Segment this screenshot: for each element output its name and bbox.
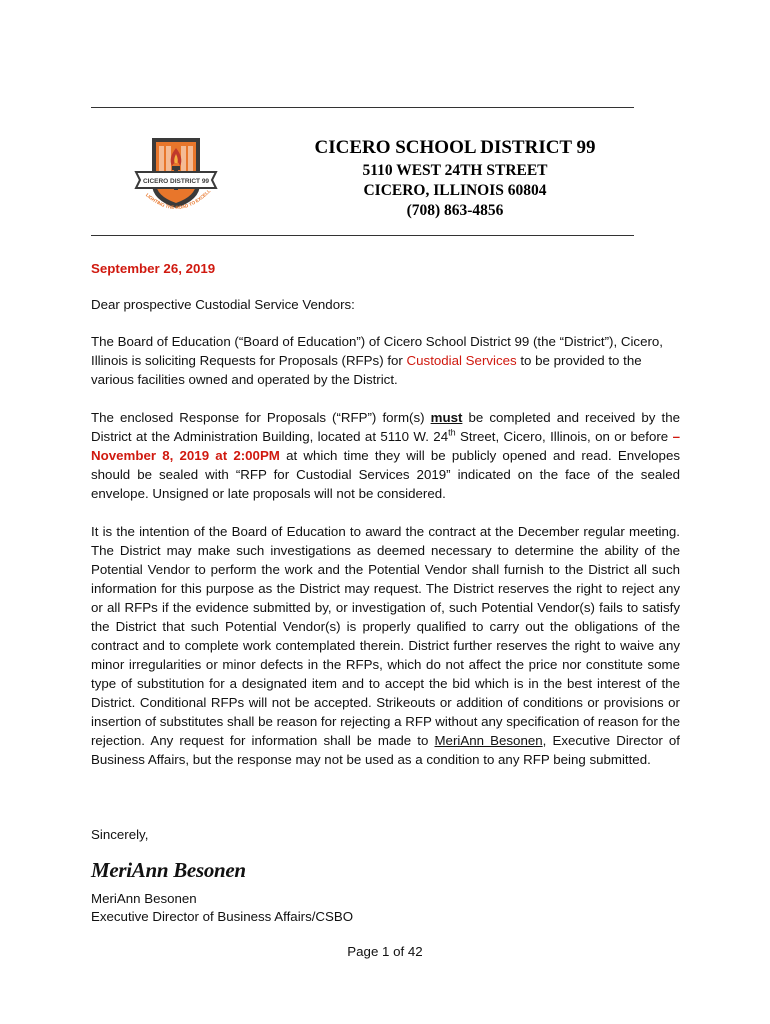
paragraph-3: It is the intention of the Board of Education to award the contract at the December regular meeting. The District may make such investigations as deemed necessary to determine the ability of the Potential Vendor to perform the work and the Potential Vendor shall furnish to the District all such information for this purpose as the District may request. The District reserves the right to reject any or all RFPs if the evidence submitted by, or investigation of, such Potential Vendor(s) fails to satisfy the District that such Potential Vendor(s) is properly qualified to carry out the obligations of the contract and to complete work contemplated therein. District further reserves the right to waive any minor irregularities or minor defects in the RFPs, which do not affect the price nor constitute some type of substitution for a designated item and to accept the bid which is in the best interest of the District. Conditional RFPs will not be accepted. Strikeouts or addition of conditions or provisions or insertion of substitutes shall be reason for rejecting a RFP without any specification of reason for the rejection. Any request for information shall be made to MeriAnn Besonen, Executive Director of Business Affairs, but the response may not be used as a condition to any RFP being submitted. [91,524,681,767]
signer-title: Executive Director of Business Affairs/CSBO [91,909,354,924]
page-number: Page 1 of 42 [347,944,423,959]
bottom-rule [91,235,634,236]
top-rule [91,107,634,108]
deadline: – November 8, 2019 at 2:00PM [91,429,680,463]
signature: MeriAnn Besonen [91,858,246,882]
logo-banner-text: CICERO DISTRICT 99 [142,178,210,185]
logo-motto-text: LIGHTING THE ROAD TO EXCELL [144,188,212,211]
district-city: CICERO, ILLINOIS 60804 [363,182,547,199]
letter-date: September 26, 2019 [91,261,216,276]
salutation: Dear prospective Custodial Service Vendors: [91,297,355,312]
district-logo [130,134,222,226]
must-emphasis: must [430,410,463,425]
closing: Sincerely, [91,827,149,842]
district-phone: (708) 863-4856 [406,202,504,219]
district-street: 5110 WEST 24TH STREET [362,162,548,179]
service-highlight: Custodial Services [406,353,517,368]
paragraph-1: The Board of Education (“Board of Education”) of Cicero School District 99 (the “District”), Cicero, Illinois is soliciting Requests for Proposals (RFPs) for Custodial Services to be provided to the various facilities owned and operated by the District. [91,334,663,387]
paragraph-2: The enclosed Response for Proposals (“RFP”) form(s) must be completed and received by the District at the Administration Building, located at 5110 W. 24th Street, Cicero, Illinois, on or before – November 8, 2019 at 2:00PM at which time they will be publicly opened and read. Envelopes should be sealed with “RFP for Custodial Services 2019” indicated on the face of the sealed envelope. Unsigned or late proposals will not be considered. [91,410,680,501]
signer-name: MeriAnn Besonen [91,891,197,906]
district-name: CICERO SCHOOL DISTRICT 99 [314,137,596,158]
contact-name: MeriAnn Besonen [434,733,543,748]
